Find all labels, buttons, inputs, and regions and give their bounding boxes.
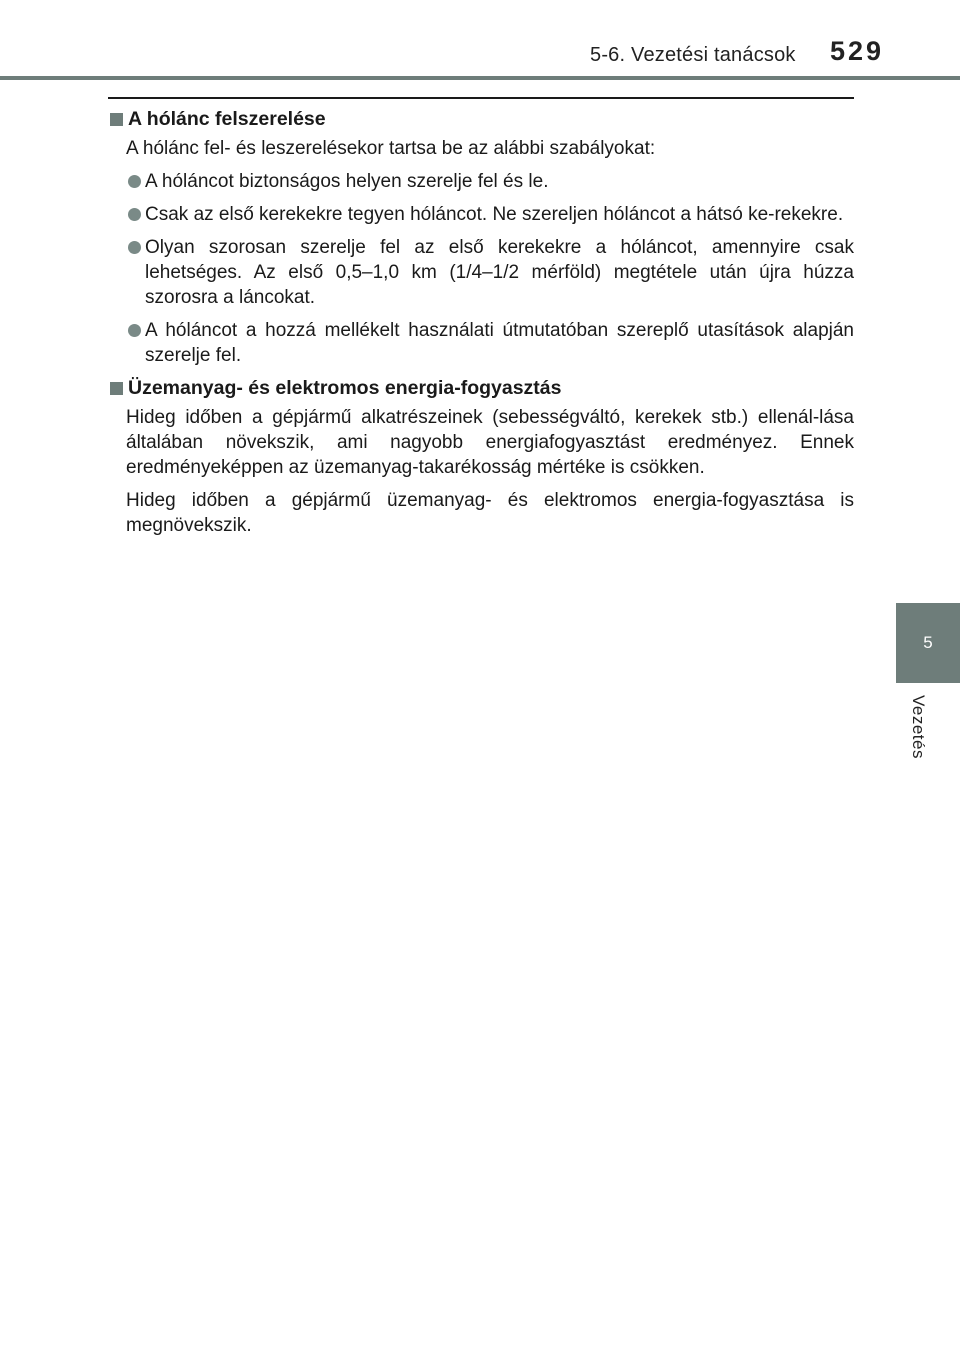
page-number: 529 [830, 36, 885, 66]
section-heading [108, 376, 854, 401]
square-bullet-icon [110, 382, 123, 395]
section-heading-text: A hólánc felszerelése [128, 108, 326, 130]
bullet-item [108, 202, 854, 227]
chapter-label: Vezetés [909, 695, 928, 759]
section-paragraph: Hideg időben a gépjármű alkatrészeinek (sebességváltó, kerekek stb.) ellenál-lása általában növekszik, ami nagyobb energiafogyasztást eredményez. Ennek eredményeképpen az üzemanyag-takarékosság mértéke is csökken. [126, 407, 854, 478]
circle-bullet-icon [128, 241, 141, 254]
header-rule [0, 76, 960, 80]
section-fuel-consumption [108, 376, 854, 538]
bullet-item [108, 318, 854, 368]
section-paragraph: Hideg időben a gépjármű üzemanyag- és elektromos energia-fogyasztása is megnövekszik. [126, 490, 854, 536]
bullet-item [108, 169, 854, 194]
bullet-text: A hóláncot a hozzá mellékelt használati útmutatóban szereplő utasítások alapján szerelje fel. [145, 320, 854, 366]
bullet-text: Csak az első kerekekre tegyen hóláncot. Ne szereljen hóláncot a hátsó ke-rekekre. [145, 204, 844, 225]
section-heading-text: Üzemanyag- és elektromos energia-fogyasztás [128, 377, 562, 399]
bullet-text: Olyan szorosan szerelje fel az első kerekekre a hóláncot, amennyire csak lehetséges. Az első 0,5–1,0 km (1/4–1/2 mérföld) megtétele után újra húzza szorosra a láncokat. [145, 237, 854, 308]
section-rule [108, 97, 854, 99]
page-content [108, 107, 854, 546]
section-intro: A hólánc fel- és leszerelésekor tartsa be az alábbi szabályokat: [126, 138, 656, 159]
bullet-text: A hóláncot biztonságos helyen szerelje fel és le. [145, 171, 549, 192]
circle-bullet-icon [128, 175, 141, 188]
circle-bullet-icon [128, 324, 141, 337]
bullet-item [108, 235, 854, 310]
circle-bullet-icon [128, 208, 141, 221]
square-bullet-icon [110, 113, 123, 126]
section-heading [108, 107, 854, 132]
header-section-title: 5-6. Vezetési tanácsok [590, 44, 796, 66]
section-snow-chains [108, 107, 854, 368]
chapter-number: 5 [923, 633, 933, 652]
chapter-tab [896, 603, 960, 683]
